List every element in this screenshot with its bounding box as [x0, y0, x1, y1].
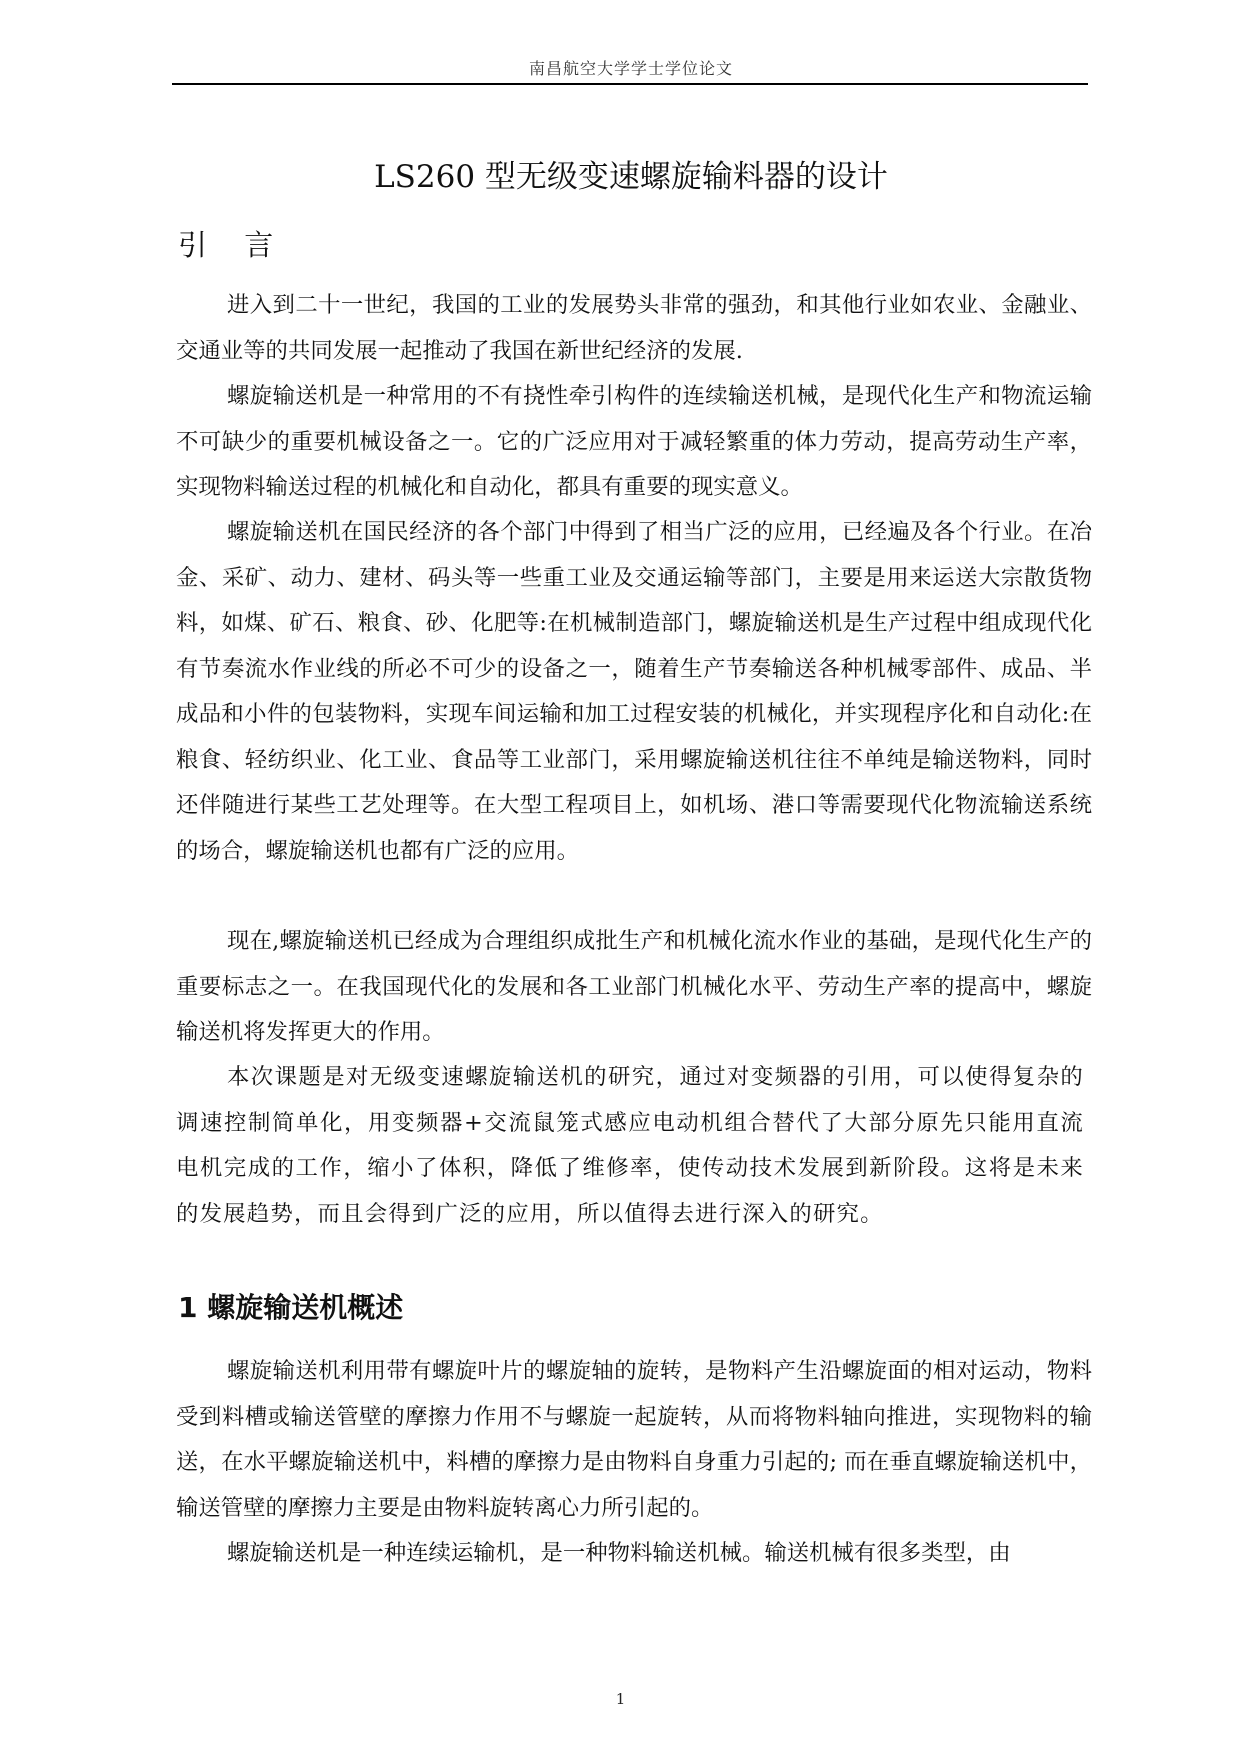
document-title: LS260 型无级变速螺旋输料器的设计 [374, 159, 888, 195]
intro-heading: 引 言 [178, 228, 288, 262]
running-header: 南昌航空大学学士学位论文 [528, 59, 733, 78]
header-rule [172, 83, 1088, 85]
intro-paragraph: 螺旋输送机是一种常用的不有挠性牵引构件的连续输送机械，是现代化生产和物流运输不可缺少的重要机械设备之一。它的广泛应用对于减轻繁重的体力劳动，提高劳动生产率，实现物料输送过程的机械化和自动化，都具有重要的现实意义。 [176, 383, 1092, 500]
intro-paragraph: 螺旋输送机在国民经济的各个部门中得到了相当广泛的应用，已经遍及各个行业。在冶金、采矿、动力、建材、码头等一些重工业及交通运输等部门，主要是用来运送大宗散货物料，如煤、矿石、粮食、砂、化肥等:在机械制造部门，螺旋输送机是生产过程中组成现代化有节奏流水作业线的所必不可少的设备之一，随着生产节奏输送各种机械零部件、成品、半成品和小件的包装物料，实现车间运输和加工过程安装的机械化，并实现程序化和自动化:在粮食、轻纺织业、化工业、食品等工业部门，采用螺旋输送机往往不单纯是输送物料，同时还伴随进行某些工艺处理等。在大型工程项目上，如机场、港口等需要现代化物流输送系统的场合，螺旋输送机也都有广泛的应用。 [176, 519, 1092, 864]
intro-paragraph: 本次课题是对无级变速螺旋输送机的研究，通过对变频器的引用，可以使得复杂的调速控制简单化，用变频器+交流鼠笼式感应电动机组合替代了大部分原先只能用直流电机完成的工作，缩小了体积，降低了维修率，使传动技术发展到新阶段。这将是未来的发展趋势，而且会得到广泛的应用，所以值得去进行深入的研究。 [176, 1064, 1084, 1227]
section-1-heading: 1 螺旋输送机概述 [178, 1291, 404, 1324]
section-1-paragraph: 螺旋输送机是一种连续运输机，是一种物料输送机械。输送机械有很多类型，由 [227, 1540, 1011, 1566]
page-number: 1 [615, 1690, 626, 1708]
intro-paragraph: 进入到二十一世纪，我国的工业的发展势头非常的强劲，和其他行业如农业、金融业、交通业等的共同发展一起推动了我国在新世纪经济的发展. [176, 292, 1092, 364]
section-1-paragraph: 螺旋输送机利用带有螺旋叶片的螺旋轴的旋转，是物料产生沿螺旋面的相对运动，物料受到料槽或输送管壁的摩擦力作用不与螺旋一起旋转，从而将物料轴向推进，实现物料的输送，在水平螺旋输送机中，料槽的摩擦力是由物料自身重力引起的; 而在垂直螺旋输送机中，输送管壁的摩擦力主要是由物料旋转离心力所引起的。 [176, 1358, 1092, 1521]
intro-paragraph: 现在,螺旋输送机已经成为合理组织成批生产和机械化流水作业的基础，是现代化生产的重要标志之一。在我国现代化的发展和各工业部门机械化水平、劳动生产率的提高中，螺旋输送机将发挥更大的作用。 [176, 928, 1092, 1045]
